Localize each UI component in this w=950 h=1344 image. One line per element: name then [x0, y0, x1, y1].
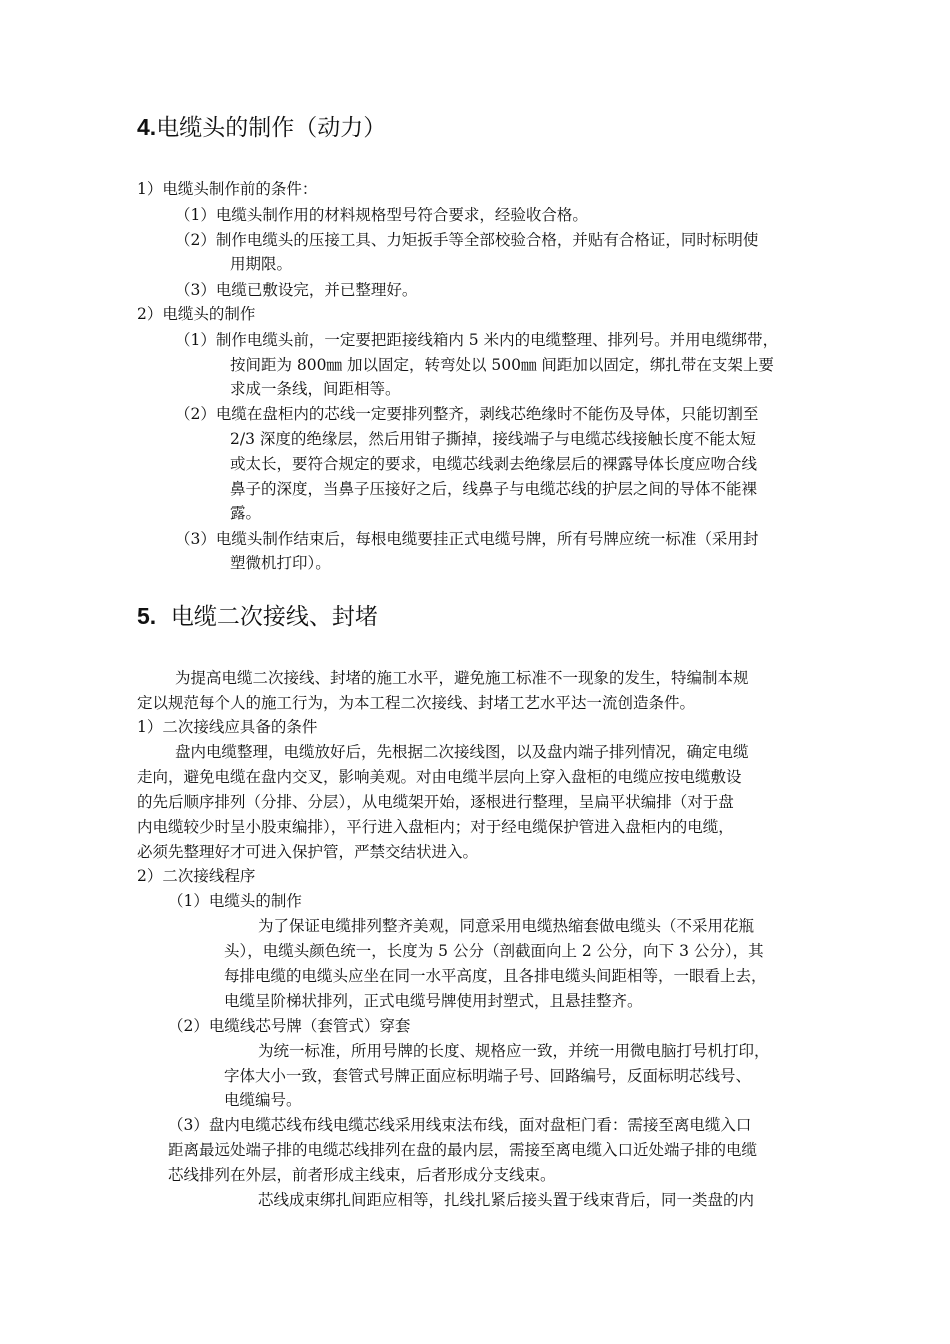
s4-item-2: 2）电缆头的制作 — [137, 305, 256, 323]
s4-item-2-2-line2: 2/3 深度的绝缘层，然后用钳子撕掉，接线端子与电缆芯线接触长度不能太短 — [230, 430, 756, 448]
s5-item-2-2: （2）电缆线芯号牌（套管式）穿套 — [168, 1017, 411, 1035]
s4-item-2-2-line1: （2）电缆在盘柜内的芯线一定要排列整齐，剥线芯绝缘时不能伤及导体，只能切割至 — [175, 405, 759, 423]
section-4-number: 4. — [137, 114, 157, 140]
section-5-number: 5. — [137, 603, 157, 629]
s5-item-1-text-line2: 走向，避免电缆在盘内交叉，影响美观。对由电缆半层向上穿入盘柜的电缆应按电缆敷设 — [137, 768, 742, 786]
s4-item-2-3-line2: 塑微机打印）。 — [230, 554, 331, 572]
s5-item-1-text-line3: 的先后顺序排列（分排、分层），从电缆架开始，逐根进行整理，呈扁平状编排（对于盘 — [137, 793, 734, 811]
s5-item-2-3-line4: 芯线成束绑扎间距应相等，扎线扎紧后接头置于线束背后，同一类盘的内 — [258, 1191, 755, 1209]
s5-intro-line1: 为提高电缆二次接线、封堵的施工水平，避免施工标准不一现象的发生，特编制本规 — [175, 669, 749, 687]
s4-item-2-2-line5: 露。 — [230, 504, 262, 522]
s5-item-2-3-line2: 距离最远处端子排的电缆芯线排列在盘的最内层，需接至离电缆入口近处端子排的电缆 — [168, 1141, 758, 1159]
section-4-heading — [137, 113, 386, 142]
s5-item-1: 1）二次接线应具备的条件 — [137, 718, 318, 736]
s4-item-1-1: （1）电缆头制作用的材料规格型号符合要求，经验收合格。 — [175, 206, 588, 224]
s4-item-2-2-line3: 或太长，要符合规定的要求，电缆芯线剥去绝缘层后的裸露导体长度应吻合线 — [230, 455, 758, 473]
section-5-heading — [137, 602, 378, 631]
s5-item-2-1-text-line4: 电缆呈阶梯状排列，正式电缆号牌使用封塑式，且悬挂整齐。 — [224, 992, 643, 1010]
s5-item-2-1-text-line1: 为了保证电缆排列整齐美观，同意采用电缆热缩套做电缆头（不采用花瓶 — [258, 917, 755, 935]
s4-item-2-3-line1: （3）电缆头制作结束后，每根电缆要挂正式电缆号牌，所有号牌应统一标准（采用封 — [175, 530, 759, 548]
section-4-title: 电缆头的制作（动力） — [156, 115, 387, 141]
s5-item-1-text-line5: 必须先整理好才可进入保护管，严禁交结状进入。 — [137, 843, 479, 861]
s5-item-2-2-text-line3: 电缆编号。 — [224, 1091, 302, 1109]
s5-item-2-1: （1）电缆头的制作 — [168, 892, 302, 910]
s4-item-2-1-line1: （1）制作电缆头前，一定要把距接线箱内 5 米内的电缆整理、排列号。并用电缆绑带， — [175, 331, 779, 349]
s4-item-2-1-line3: 求成一条线，间距相等。 — [230, 380, 401, 398]
s5-item-1-text-line1: 盘内电缆整理，电缆放好后，先根据二次接线图，以及盘内端子排列情况，确定电缆 — [175, 743, 749, 761]
s5-item-2-2-text-line2: 字体大小一致，套管式号牌正面应标明端子号、回路编号，反面标明芯线号、 — [224, 1067, 752, 1085]
s5-item-2: 2）二次接线程序 — [137, 867, 256, 885]
s4-item-1-3: （3）电缆已敷设完，并已整理好。 — [175, 281, 418, 299]
s5-item-2-1-text-line3: 每排电缆的电缆头应坐在同一水平高度，且各排电缆头间距相等，一眼看上去， — [224, 967, 767, 985]
s4-item-1-2-line1: （2）制作电缆头的压接工具、力矩扳手等全部校验合格，并贴有合格证，同时标明使 — [175, 231, 759, 249]
s4-item-1-2-line2: 用期限。 — [230, 255, 293, 273]
s5-item-2-3-line1: （3）盘内电缆芯线布线电缆芯线采用线束法布线，面对盘柜门看：需接至离电缆入口 — [168, 1116, 752, 1134]
section-5-title: 电缆二次接线、封堵 — [170, 604, 378, 630]
s5-item-1-text-line4: 内电缆较少时呈小股束编排），平行进入盘柜内；对于经电缆保护管进入盘柜内的电缆， — [137, 818, 734, 836]
s5-item-2-3-line3: 芯线排列在外层，前者形成主线束，后者形成分支线束。 — [168, 1166, 556, 1184]
s4-item-2-2-line4: 鼻子的深度，当鼻子压接好之后，线鼻子与电缆芯线的护层之间的导体不能裸 — [230, 480, 758, 498]
s4-item-2-1-line2: 按间距为 800㎜ 加以固定，转弯处以 500㎜ 间距加以固定，绑扎带在支架上要 — [230, 356, 774, 374]
s5-intro-line2: 定以规范每个人的施工行为，为本工程二次接线、封堵工艺水平达一流创造条件。 — [137, 694, 696, 712]
s4-item-1: 1）电缆头制作前的条件： — [137, 180, 318, 198]
s5-item-2-2-text-line1: 为统一标准，所用号牌的长度、规格应一致，并统一用微电脑打号机打印， — [258, 1042, 770, 1060]
s5-item-2-1-text-line2: 头），电缆头颜色统一，长度为 5 公分（剖截面向上 2 公分，向下 3 公分），其 — [224, 942, 764, 960]
